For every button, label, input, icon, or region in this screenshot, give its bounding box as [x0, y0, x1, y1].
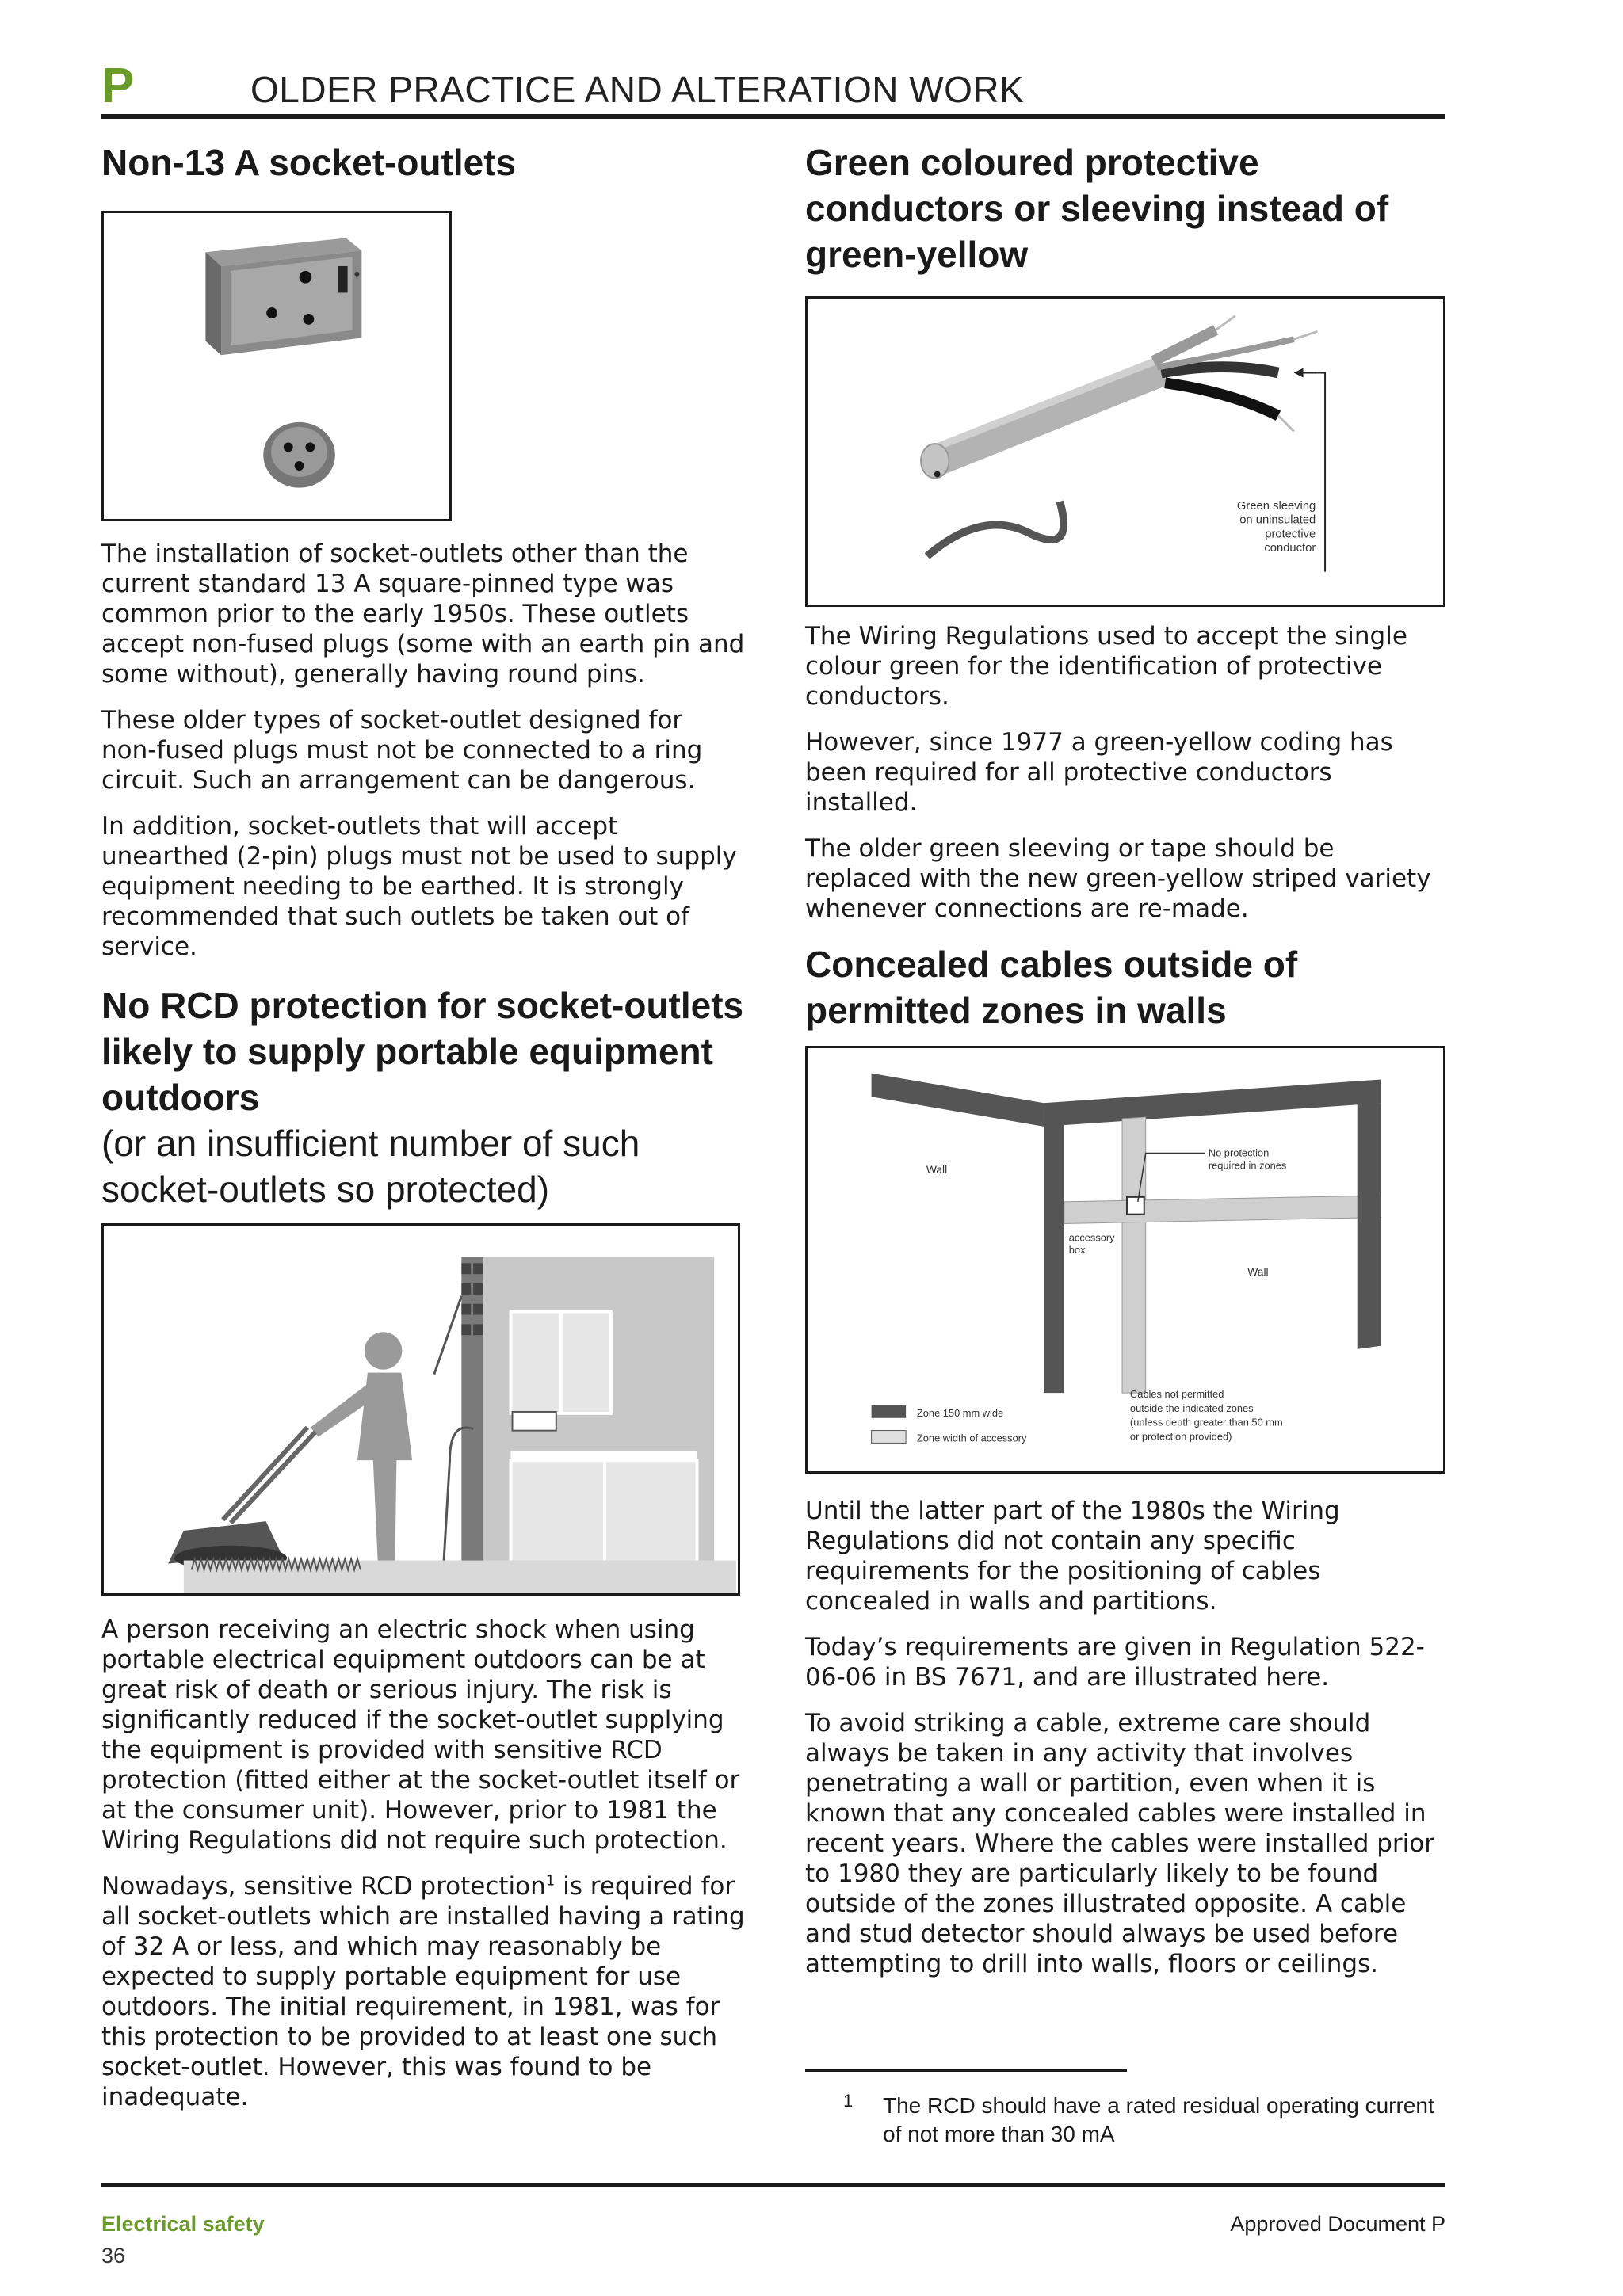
- figure-wall-zones: [805, 1046, 1445, 1474]
- legend-swatch-accessory: [872, 1431, 907, 1444]
- fig-label-line: conductor: [1264, 542, 1316, 555]
- section-title-rcd-main: No RCD protection for socket-outlets likely to supply portable equipment outdoors: [101, 985, 744, 1118]
- figure-green-sleeving: [805, 296, 1445, 607]
- fig-label-line: Cables not permitted: [1129, 1388, 1224, 1401]
- fig-label-line: No protection: [1208, 1146, 1270, 1159]
- fig-label-line: Green sleeving: [1236, 499, 1316, 513]
- page-header: [101, 59, 1445, 117]
- paragraph: However, since 1977 a green-yellow coding has been required for all protective conductors installed.: [805, 728, 1393, 817]
- old-socket-illustration: [104, 213, 449, 519]
- left-column: [101, 135, 745, 2128]
- page-number: 36: [101, 2244, 126, 2267]
- figure-lawnmower: [101, 1223, 740, 1596]
- legend-swatch-zone: [872, 1405, 907, 1418]
- paragraph-part: Nowadays, sensitive RCD protection: [101, 1872, 546, 1901]
- paragraph: Today’s requirements are given in Regulation 522-06-06 in BS 7671, and are illustrated here.: [805, 1633, 1425, 1691]
- legend-label: Zone width of accessory: [916, 1432, 1027, 1444]
- paragraph: In addition, socket-outlets that will accept unearthed (2-pin) plugs must not be used to supply equipment needing to be earthed. It is strongly recommended that such outlets be taken out of service.: [101, 812, 737, 961]
- part-letter: P: [101, 59, 135, 113]
- paragraph: A person receiving an electric shock when using portable electrical equipment outdoors can be at great risk of death or serious injury. The risk is significantly reduced if the socket-outlet supplying the equipment is provided with sensitive RCD protection (fitted either at the socket-outlet itself or at the consumer unit). However, prior to 1981 the Wiring Regulations did not require such protection.: [101, 1615, 740, 1855]
- legend-label: Zone 150 mm wide: [916, 1406, 1004, 1419]
- header-rule: [101, 114, 1445, 119]
- fig-label-line: on uninsulated: [1239, 513, 1316, 527]
- fig-label-line: or protection provided): [1129, 1430, 1232, 1443]
- fig-label-wall-left: Wall: [926, 1163, 948, 1177]
- lawnmower-illustration: [104, 1226, 738, 1593]
- wall-zones-illustration: [808, 1048, 1443, 1471]
- fig-label-line: required in zones: [1208, 1159, 1287, 1172]
- page-title: OLDER PRACTICE AND ALTERATION WORK: [250, 69, 1025, 110]
- footnote-text: The RCD should have a rated residual operating current of not more than 30 mA: [883, 2093, 1434, 2146]
- footer-section: Electrical safety: [101, 2212, 265, 2236]
- section-title-rcd: [101, 982, 745, 1212]
- paragraph-rcd-required: [101, 1871, 745, 2112]
- footnote-marker: 1: [545, 1872, 556, 1890]
- paragraph: Until the latter part of the 1980s the Wiring Regulations did not contain any specific requirements for the positioning of cables concealed in walls and partitions.: [805, 1497, 1340, 1615]
- fig-label-line: protective: [1265, 528, 1316, 541]
- section-title-non13: Non-13 A socket-outlets: [101, 142, 517, 183]
- fig-label-line: (unless depth greater than 50 mm: [1129, 1416, 1283, 1428]
- footer-rule: [101, 2183, 1445, 2187]
- paragraph: The installation of socket-outlets other than the current standard 13 A square-pinned type was common prior to the early 1950s. These outlets accept non-fused plugs (some with an earth pin and some without), generally having round pins.: [101, 540, 745, 688]
- paragraph-part: is required for all socket-outlets which are installed having a rating of 32 A or less, and which may reasonably be expected to supply portable equipment for use outdoors. The initial requirement, in 1981, was for this protection to be provided to at least one such socket-outlet. However, this was found to be inadequate.: [101, 1872, 745, 2111]
- fig-label-wall-right: Wall: [1247, 1264, 1269, 1278]
- right-column: [805, 135, 1447, 1995]
- section-title-green: Green coloured protective conductors or sleeving instead of green-yellow: [805, 142, 1389, 275]
- fig-label-line: box: [1068, 1244, 1086, 1257]
- paragraph: The Wiring Regulations used to accept the single colour green for the identification of protective conductors.: [805, 622, 1407, 711]
- footnote-number: 1: [843, 2091, 854, 2111]
- paragraph: These older types of socket-outlet designed for non-fused plugs must not be connected to a ring circuit. Such an arrangement can be dangerous.: [101, 706, 703, 795]
- fig-label-line: accessory: [1068, 1231, 1115, 1244]
- footnote-rule: [805, 2069, 1127, 2072]
- paragraph: The older green sleeving or tape should be replaced with the new green-yellow striped variety whenever connections are re-made.: [805, 834, 1431, 923]
- section-subtitle-rcd: (or an insufficient number of such socket-outlets so protected): [101, 1123, 640, 1210]
- footer-document: Approved Document P: [1230, 2212, 1445, 2236]
- paragraph: To avoid striking a cable, extreme care should always be taken in any activity that involves penetrating a wall or partition, even when it is known that any concealed cables were installed in recent years. Where the cables were installed prior to 1980 they are particularly likely to be found outside of the zones illustrated opposite. A cable and stud detector should always be used before attempting to drill into walls, floors or ceilings.: [805, 1709, 1434, 1978]
- fig-label-line: outside the indicated zones: [1129, 1402, 1254, 1414]
- cable-illustration: [808, 299, 1443, 605]
- figure-old-socket: [101, 211, 452, 521]
- section-title-concealed: Concealed cables outside of permitted zones in walls: [805, 944, 1298, 1031]
